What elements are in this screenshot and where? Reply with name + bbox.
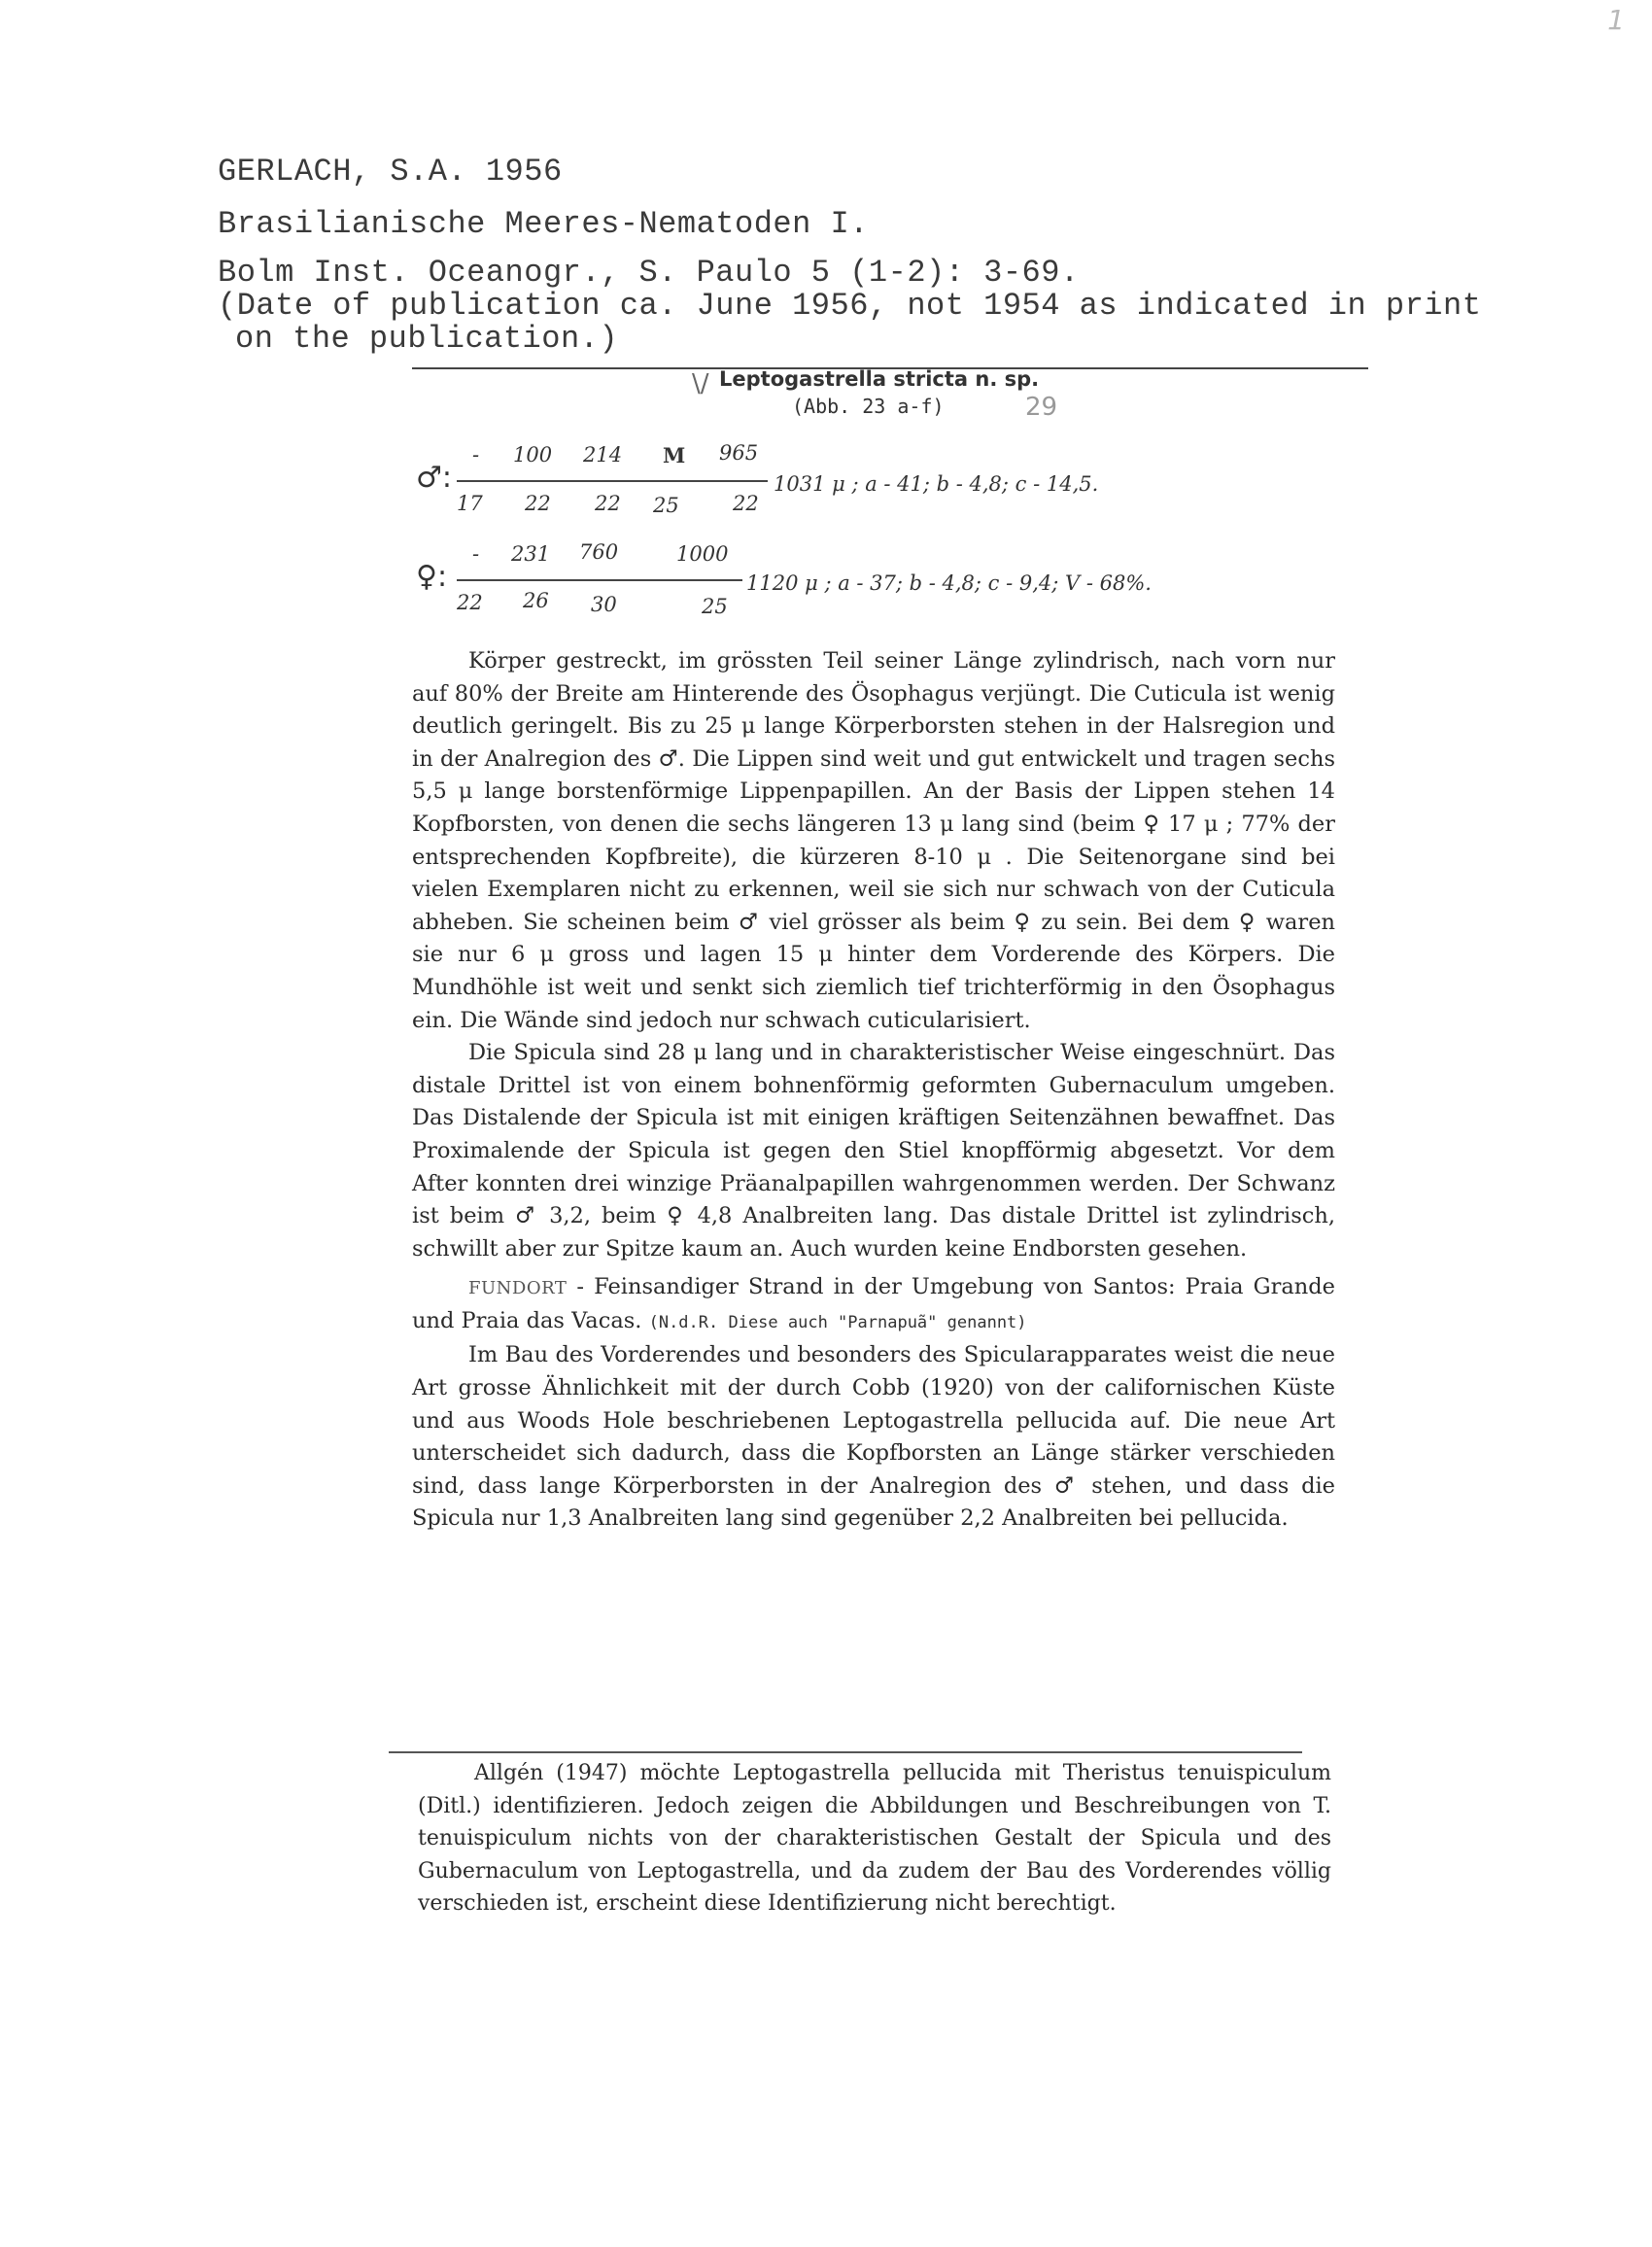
paragraph-morphology: Körper gestreckt, im grössten Teil seiner Länge zylindrisch, nach vorn nur auf 80% der Breite am Hinterende des Ösophagus verjüngt. Die Cuticula ist wenig deutlich geringelt. Bis zu 25 μ lange Körperborsten stehen in der Halsregion und in der Analregion des ♂. Die Lippen sind weit und gut entwickelt und tragen sechs 5,5 μ lange borstenförmige Lippenpapillen. An der Basis der Lippen stehen 14 Kopfborsten, von denen die sechs längeren 13 μ lang sind (beim ♀ 17 μ ; 77% der entsprechenden Kopfbreite), die kürzeren 8-10 μ . Die Seitenorgane sind bei vielen Exemplaren nicht zu erkennen, weil sie sich nur schwach von der Cuticula abheben. Sie scheinen beim ♂ viel grösser als beim ♀ zu sein. Bei dem ♀ waren sie nur 6 μ gross und lagen 15 μ hinter dem Vorderende des Körpers. Die Mundhöhle ist weit und senkt sich ziemlich tief trichterförmig in den Ösophagus ein. Die Wände sind jedoch nur schwach cuticularisiert. <box>412 648 1335 1033</box>
male-bottom-value: 22 <box>525 492 551 515</box>
male-bottom-value: 22 <box>733 492 759 515</box>
citation-journal: Bolm Inst. Oceanogr., S. Paulo 5 (1-2): 3-69. <box>218 255 1080 291</box>
female-top-value: 1000 <box>676 542 729 566</box>
citation-note-line1: (Date of publication ca. June 1956, not 1954 as indicated in print <box>218 288 1482 324</box>
citation-author-year: GERLACH, S.A. 1956 <box>218 154 563 190</box>
female-bottom-value: 22 <box>457 591 483 614</box>
female-symbol: ♀: <box>416 560 448 594</box>
paragraph-spicula: Die Spicula sind 28 μ lang und in charakteristischer Weise eingeschnürt. Das distale Drittel ist von einem bohnenförmig geformten Gubernaculum umgeben. Das Distalende der Spicula ist mit einigen kräftigen Seitenzähnen bewaffnet. Das Proximalende der Spicula ist gegen den Stiel knopfförmig abgesetzt. Vor dem After konnten drei winzige Präanalpapillen wahrgenommen werden. Der Schwanz ist beim ♂ 3,2, beim ♀ 4,8 Analbreiten lang. Das distale Drittel ist zylindrisch, schwillt aber zur Spitze kaum an. Auch wurden keine Endborsten gesehen. <box>412 1040 1335 1262</box>
female-bottom-value: 25 <box>702 595 728 618</box>
female-top-value: 231 <box>511 542 551 566</box>
male-symbol: ♂: <box>416 461 453 495</box>
citation-title: Brasilianische Meeres-Nematoden I. <box>218 206 869 242</box>
male-top-value: - <box>472 443 480 467</box>
page-reference: 29 <box>1025 393 1058 422</box>
fundort-text: - Feinsandiger Strand in der Umgebung von Santos: Praia Grande und Praia das Vacas. <box>412 1274 1335 1333</box>
citation-note-line2: on the publication.) <box>235 321 619 357</box>
figure-reference: (Abb. 23 a-f) <box>792 395 945 418</box>
paragraph-allgen: Allgén (1947) möchte Leptogastrella pellucida mit Theristus tenuispiculum (Ditl.) identifizieren. Jedoch zeigen die Abbildungen und Beschreibungen von T. tenuispiculum nichts von der charakteristischen Gestalt der Spicula und des Gubernaculum von Leptogastrella, und da zudem der Bau des Vorderendes völlig verschieden ist, erscheint diese Identifizierung nicht berechtigt. <box>418 1761 1331 1917</box>
female-bottom-value: 26 <box>523 589 549 612</box>
species-name: Leptogastrella stricta n. sp. <box>719 367 1040 391</box>
check-tick-mark: \/ <box>692 369 709 398</box>
paragraph-fundort <box>412 1271 1335 1339</box>
remark-text <box>418 1757 1331 1920</box>
male-bottom-value: 22 <box>595 492 621 515</box>
female-top-value: - <box>472 542 480 566</box>
male-summary: 1031 μ ; a - 41; b - 4,8; c - 14,5. <box>774 472 1099 496</box>
male-top-value: 965 <box>719 441 759 465</box>
editor-note: (N.d.R. Diese auch "Parnapuã" genannt) <box>648 1312 1027 1332</box>
paragraph-comparison: Im Bau des Vorderendes und besonders des Spicularapparates weist die neue Art grosse Ähnlichkeit mit der durch Cobb (1920) von der californischen Küste und aus Woods Hole beschriebenen Leptogastrella pellucida auf. Die neue Art unterscheidet sich dadurch, dass die Kopfborsten an Länge stärker verschieden sind, dass lange Körperborsten in der Analregion des ♂ stehen, und dass die Spicula nur 1,3 Analbreiten lang sind gegenüber 2,2 Analbreiten bei pellucida. <box>412 1342 1335 1532</box>
female-bottom-value: 30 <box>591 593 617 616</box>
male-bottom-value: 25 <box>653 494 679 517</box>
female-summary: 1120 μ ; a - 37; b - 4,8; c - 9,4; V - 68%. <box>746 571 1152 595</box>
page-corner-mark: 1 <box>1607 4 1625 36</box>
male-fraction-bar <box>457 480 768 482</box>
male-top-value: 214 <box>583 443 623 467</box>
male-top-value: 100 <box>513 443 553 467</box>
male-bottom-value: 17 <box>457 492 483 515</box>
male-top-value: M <box>663 443 686 467</box>
description-text <box>412 645 1335 1536</box>
fundort-label: FUNDORT <box>468 1278 568 1299</box>
female-top-value: 760 <box>579 540 619 564</box>
separator-rule <box>389 1751 1302 1753</box>
female-fraction-bar <box>457 579 742 581</box>
